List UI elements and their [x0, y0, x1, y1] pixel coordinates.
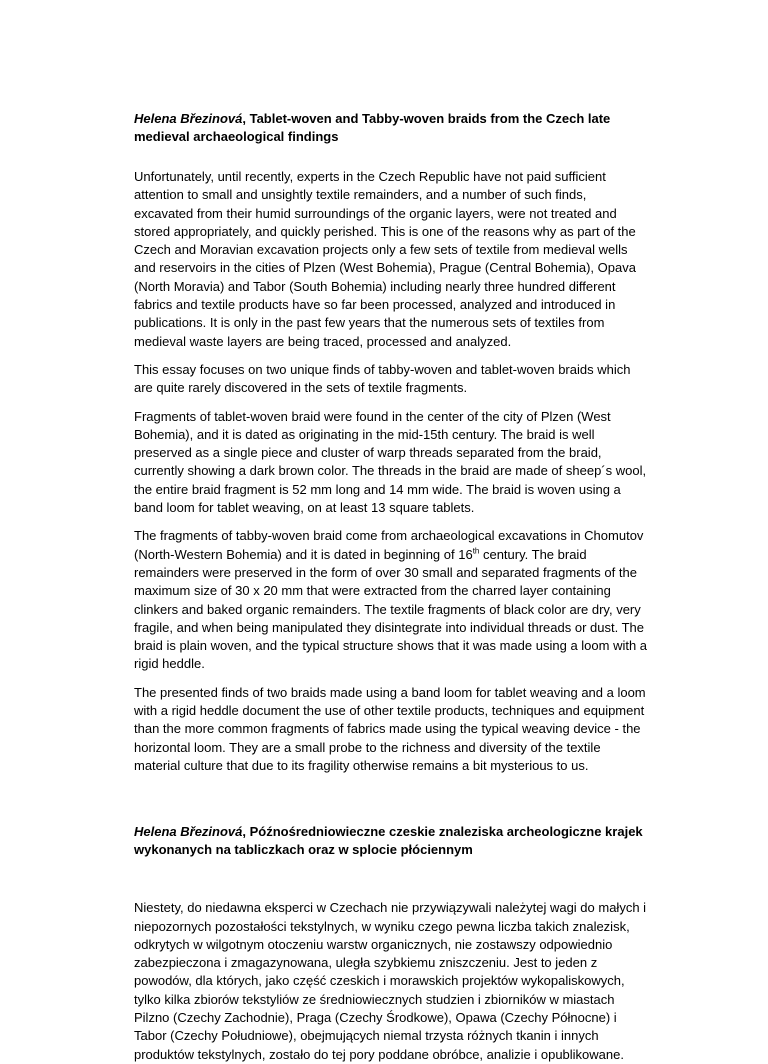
english-paragraph-4-part-2: century. The braid remainders were preserved in the form of over 30 small and separated fragments of the maximum size of 30 x 20 mm that were extracted from the charred layer containing clinkers and baked organic remainders. The textile fragments of black color are dry, very fragile, and when being manipulated they disintegrate into individual threads or dust. The braid is plain woven, and the typical structure shows that it was made using a loom with a rigid heddle. [134, 546, 648, 672]
english-paragraph-5: The presented finds of two braids made using a band loom for tablet weaving and a loom with a rigid heddle document the use of other textile products, techniques and equipment than the more common fragments of fabrics made using the typical weaving device - the horizontal loom. They are a small probe to the richness and diversity of the textile material culture that due to its fragility otherwise remains a bit mysterious to us. [134, 684, 646, 773]
english-title [134, 110, 648, 146]
polish-paragraph-1: Niestety, do niedawna eksperci w Czechach nie przywiązywali należytej wagi do małych i niepozornych pozostałości tekstylnych, w wyniku czego pewna liczba takich znalezisk, odkrytych w wilgotnym otoczeniu warstw organicznych, nie zostawszy odpowiednio zabezpieczona i zmagazynowana, uległa szybkiemu zniszczeniu. Jest to jeden z powodów, dla których, jako część czeskich i morawskich projektów wykopaliskowych, tylko kilka zbiorów tekstyliów ze średniowiecznych studzien i zbiorników w miastach Pilzno (Czechy Zachodnie), Praga (Czechy Środkowe), Opawa (Czechy Północne) i Tabor (Czechy Południowe), obejmujących niemal trzysta różnych tkanin i innych produktów tekstylnych, zostało do tej pory poddane obróbce, analizie i opublikowane. [134, 900, 647, 1062]
ordinal-suffix: th [472, 546, 480, 556]
english-paragraph-4-part-1: The fragments of tabby-woven braid come from archaeological excavations in Chomutov (North-Western Bohemia) and it is dated in beginning of 16 [134, 528, 644, 562]
english-paragraph-2: This essay focuses on two unique finds of tabby-woven and tablet-woven braids which are quite rarely discovered in the sets of textile fragments. [134, 361, 631, 396]
polish-title [134, 823, 648, 859]
english-title-text: , Tablet-woven and Tabby-woven braids from the Czech late medieval archaeological findings [134, 111, 611, 144]
english-paragraph-1: Unfortunately, until recently, experts in the Czech Republic have not paid sufficient attention to small and unsightly textile remainders, and a number of such finds, excavated from their humid surroundings of the organic layers, were not treated and stored appropriately, and quickly perished. This is one of the reasons why as part of the Czech and Moravian excavation projects only a few sets of textile from medieval wells and reservoirs in the cities of Plzen (West Bohemia), Prague (Central Bohemia), Opava (North Moravia) and Tabor (South Bohemia) including nearly three hundred different fabrics and textile products have so far been processed, analyzed and introduced in publications. It is only in the past few years that the numerous sets of textiles from medieval waste layers are being traced, processed and analyzed. [134, 169, 636, 349]
english-paragraph-3: Fragments of tablet-woven braid were found in the center of the city of Plzen (West Bohemia), and it is dated as originating in the mid-15th century. The braid is well preserved as a single piece and cluster of warp threads separated from the braid, currently showing a dark brown color. The threads in the braid are made of sheep´s wool, the entire braid fragment is 52 mm long and 14 mm wide. The braid is woven using a band loom for tablet weaving, on at least 13 square tablets. [134, 408, 647, 516]
polish-title-text: , Późnośredniowieczne czeskie znaleziska archeologiczne krajek wykonanych na tabliczkach oraz w splocie płóciennym [134, 824, 643, 858]
polish-author: Helena Březinová [134, 824, 243, 840]
english-paragraph-4 [134, 527, 648, 673]
english-author: Helena Březinová [134, 111, 243, 126]
